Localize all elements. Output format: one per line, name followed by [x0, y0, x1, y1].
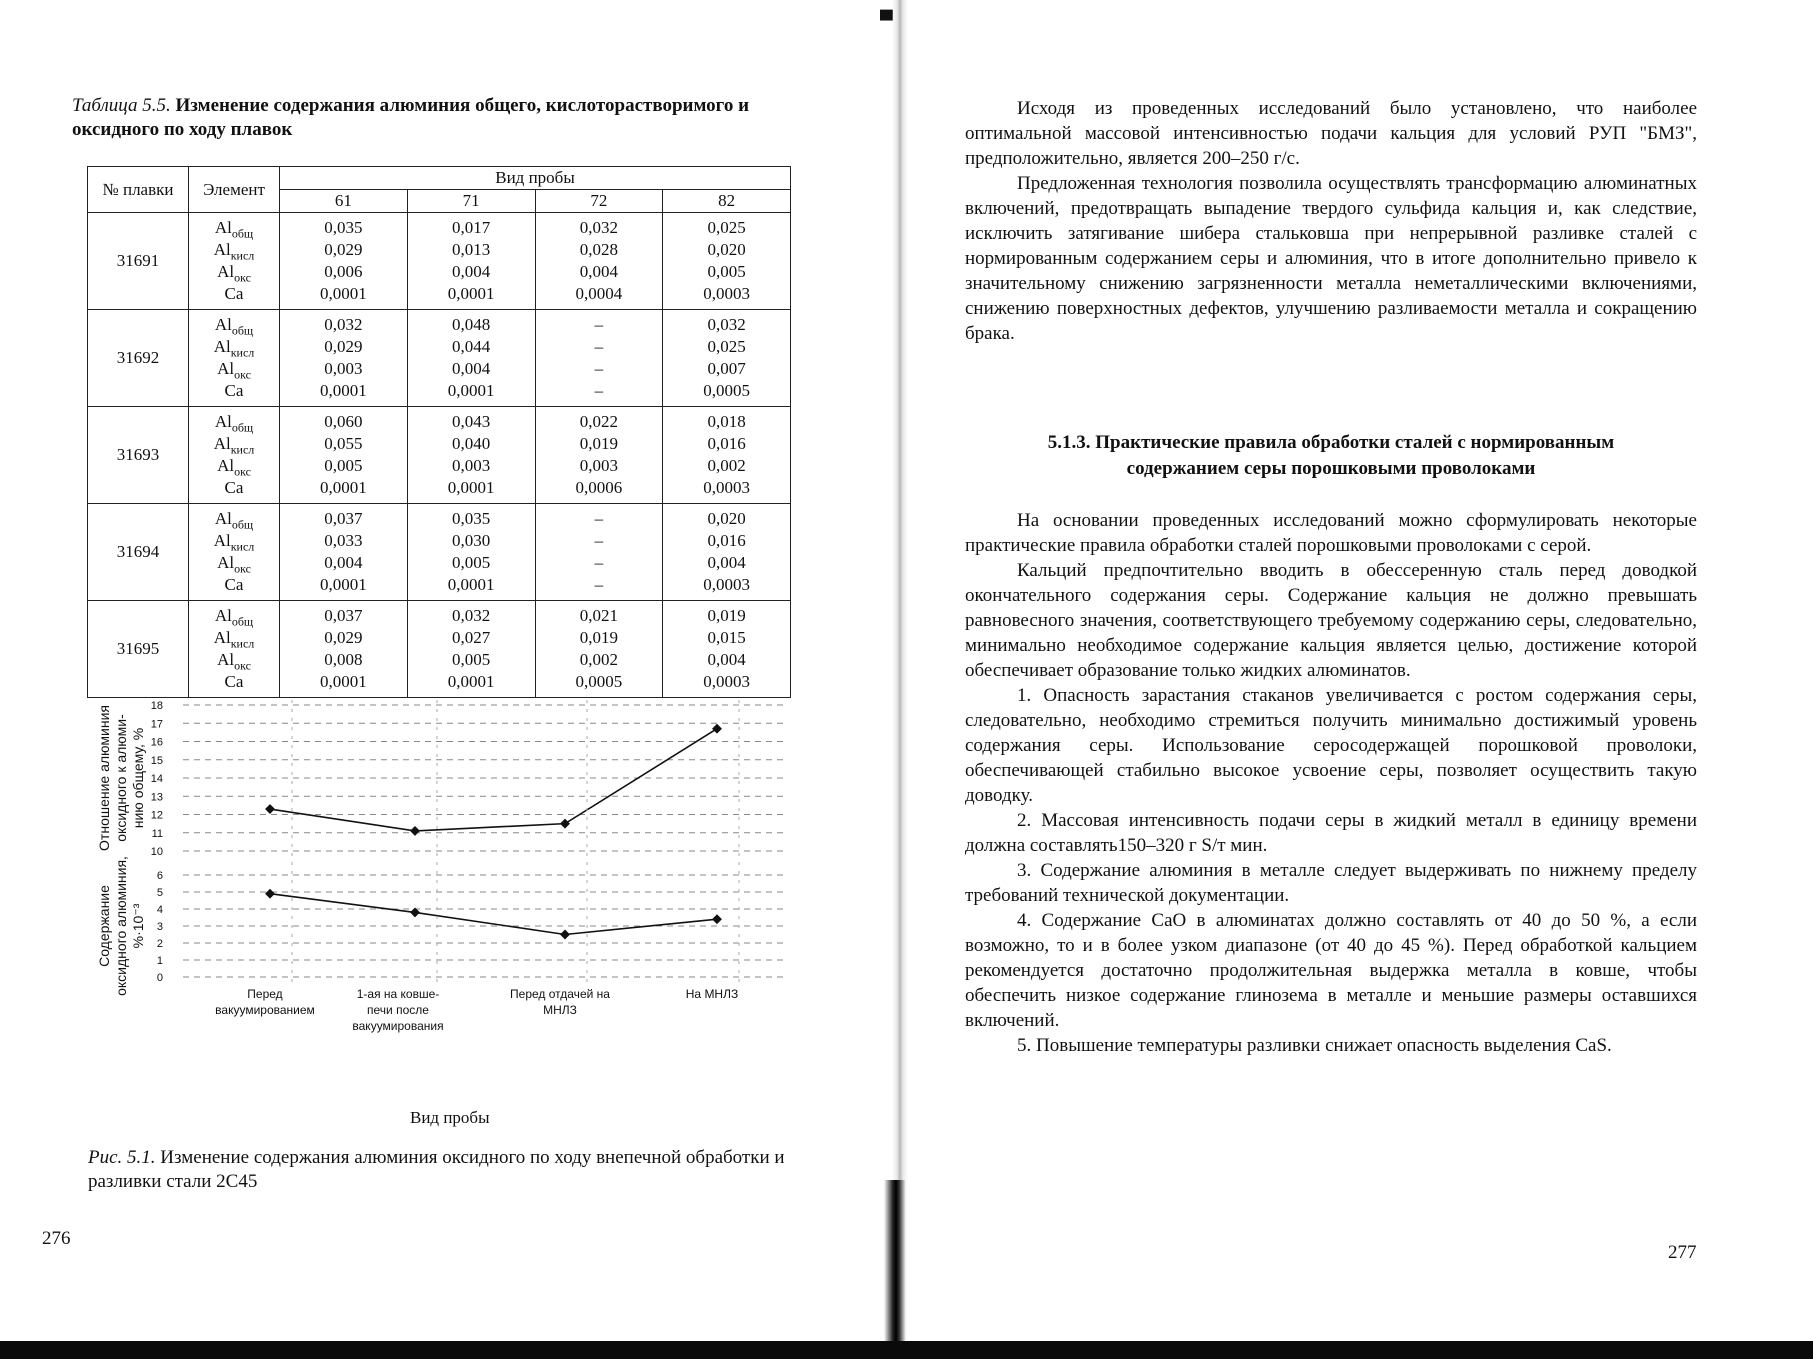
data-point [560, 930, 570, 940]
x-tick-label: вакуумированием [215, 1003, 315, 1017]
element-name: $Al_{окс}$ [217, 650, 251, 673]
paragraph: Предложенная технология позволила осуществлять трансформацию алюминатных включений, предотвращать выпадение твердого сульфида кальция и, как следствие, исключить затягивание шибера стальковша при непрерывной разливке сталей с нормированным содержанием серы и алюминия, что в итоге дополнительно привело к значительному снижению загрязненности металла неметаллическими включениями, снижению поверхностных дефектов, улучшению разливаемости металла и сокращению брака. [965, 173, 1697, 344]
y-axis-title-line: Отношение алюминия [96, 705, 112, 851]
col-sample-group-header: Вид пробы [280, 167, 791, 190]
page-number-right: 277 [1668, 1242, 1697, 1263]
element-name: Ca [224, 575, 244, 594]
value: – [594, 359, 604, 378]
rule-item: 4. Содержание СаО в алюминатах должно составлять от 40 до 50 %, а если возможно, то и в более узком диапазоне (от 40 до 45 %). Перед обработкой кальцием рекомендуется достаточно продолжительная выдержка металла в ковше, чтобы обеспечить низкое содержание глинозема в металле и меньшие размеры оставшихся включений. [965, 910, 1697, 1031]
sample-header: 82 [663, 190, 791, 213]
rule-item: 1. Опасность зарастания стаканов увеличивается с ростом содержания серы, следовательно, необходимо стремиться получить минимально достижимый уровень содержания серы. Использование серосодержащей порошковой проволоки, обеспечивающей стабильно высокое усвоение серы, позволяет осуществить такую доводку. [965, 685, 1697, 806]
value: 0,025 [707, 218, 746, 237]
value: 0,020 [707, 509, 746, 528]
y-tick-label: 3 [156, 921, 163, 933]
y-tick-label: 10 [150, 846, 163, 858]
value: 0,0003 [703, 478, 750, 497]
sample-header: 61 [280, 190, 408, 213]
element-name: $Al_{кисл}$ [213, 628, 255, 651]
series-line [270, 729, 717, 831]
value: 0,004 [324, 553, 363, 572]
value: 0,043 [452, 412, 491, 431]
data-point [560, 819, 570, 829]
value-cell [407, 310, 535, 407]
y-tick-label: 11 [151, 827, 163, 840]
rule-item: 2. Массовая интенсивность подачи серы в жидкий металл в единицу времени должна составлять150–320 г S/т мин. [965, 810, 1697, 856]
value: 0,019 [579, 434, 618, 453]
x-tick-label: МНЛЗ [543, 1003, 577, 1017]
value: 0,055 [324, 434, 363, 453]
value: 0,028 [579, 240, 618, 259]
value: 0,0001 [320, 575, 367, 594]
value: 0,0001 [447, 478, 495, 497]
value: 0,004 [707, 650, 746, 669]
value: 0,029 [324, 337, 363, 356]
rule-item: 5. Повышение температуры разливки снижает опасность выделения CaS. [1017, 1035, 1612, 1056]
value-cell [407, 213, 535, 310]
value: 0,032 [579, 218, 618, 237]
scan-mark: ▀ [880, 10, 893, 30]
y-axis-title-line: %·10⁻³ [130, 903, 146, 949]
x-tick-label: печи после [367, 1003, 429, 1017]
paragraph: На основании проведенных исследований можно сформулировать некоторые практические правила обработки сталей порошковыми проволоками с серой. [965, 510, 1697, 556]
left-page [0, 0, 900, 1359]
value: 0,0005 [575, 672, 623, 691]
melt-number: 31692 [88, 310, 189, 407]
value: 0,004 [452, 262, 491, 281]
value: 0,020 [707, 240, 746, 259]
element-name: $Al_{общ}$ [214, 218, 254, 241]
y-tick-label: 15 [150, 754, 163, 767]
value: 0,019 [707, 606, 746, 625]
value-cell [280, 213, 408, 310]
x-tick-label: 1-ая на ковше- [356, 987, 440, 1001]
table-caption [72, 94, 792, 142]
right-intro-text [965, 96, 1697, 346]
melt-number: 31693 [88, 407, 189, 504]
chart-x-title: Вид пробы [410, 1108, 490, 1127]
data-point [410, 826, 420, 836]
value-cell [535, 407, 663, 504]
aluminium-table [87, 166, 791, 698]
element-name: Ca [224, 672, 244, 691]
y-tick-label: 16 [150, 736, 163, 749]
value: 0,016 [707, 434, 746, 453]
value-cell [407, 504, 535, 601]
figure-caption-text: Изменение содержания алюминия оксидного по ходу внепечной обработки и разливки стали 2С45 [88, 1147, 785, 1192]
table-caption-label: Таблица 5.5. [72, 95, 171, 116]
y-tick-label: 13 [150, 791, 163, 804]
element-cell [189, 601, 280, 698]
element-name: $Al_{общ}$ [214, 412, 254, 435]
y-tick-label: 14 [150, 773, 163, 785]
y-tick-label: 5 [156, 887, 163, 899]
value: 0,0001 [320, 478, 367, 497]
value: 0,032 [707, 315, 746, 334]
data-point [712, 724, 722, 734]
value: 0,0003 [703, 284, 750, 303]
value: 0,0005 [703, 381, 750, 400]
value-cell [663, 504, 791, 601]
y-tick-label: 4 [156, 904, 163, 916]
element-name: $Al_{окс}$ [217, 262, 251, 285]
value: 0,029 [324, 628, 363, 647]
value-cell [535, 213, 663, 310]
x-tick-label: На МНЛЗ [685, 987, 739, 1001]
value: 0,005 [324, 456, 363, 475]
value: 0,003 [579, 456, 618, 475]
value: 0,005 [452, 553, 491, 572]
value: 0,032 [324, 315, 363, 334]
value-cell [663, 601, 791, 698]
sample-header: 71 [407, 190, 535, 213]
value: 0,008 [324, 650, 363, 669]
x-tick-label: Перед [247, 987, 283, 1001]
value: 0,029 [324, 240, 363, 259]
value: – [594, 575, 604, 594]
value-cell [280, 504, 408, 601]
value: 0,015 [707, 628, 746, 647]
value: 0,016 [707, 531, 746, 550]
value: 0,004 [707, 553, 746, 572]
value: 0,005 [452, 650, 491, 669]
y-axis-title-line: Содержание [96, 885, 112, 967]
value: 0,0001 [320, 672, 367, 691]
table-body [88, 213, 791, 698]
value: 0,030 [452, 531, 491, 550]
melt-number: 31695 [88, 601, 189, 698]
value: 0,0001 [320, 381, 367, 400]
section-heading [965, 430, 1697, 482]
value: 0,0001 [447, 575, 495, 594]
element-cell [189, 213, 280, 310]
value-cell [663, 407, 791, 504]
section-heading-line: содержанием серы порошковыми проволоками [1126, 458, 1536, 479]
value: 0,003 [324, 359, 363, 378]
value: 0,0001 [447, 284, 495, 303]
y-tick-label: 0 [156, 972, 163, 984]
value: 0,035 [452, 509, 491, 528]
table-caption-title: Изменение содержания алюминия общего, кислоторастворимого и оксидного по ходу плавок [72, 95, 750, 140]
figure-caption-label: Рис. 5.1. [88, 1147, 156, 1168]
value: 0,004 [579, 262, 618, 281]
element-name: $Al_{кисл}$ [213, 240, 255, 263]
value-cell [407, 407, 535, 504]
value: – [594, 381, 604, 400]
value: 0,002 [707, 456, 746, 475]
table-row [88, 213, 791, 310]
value: – [594, 553, 604, 572]
element-name: $Al_{кисл}$ [213, 434, 255, 457]
table-row [88, 407, 791, 504]
value: 0,033 [324, 531, 363, 550]
value: 0,0003 [703, 672, 750, 691]
section-heading-line: 5.1.3. Практические правила обработки сталей с нормированным [1047, 432, 1615, 453]
value: 0,025 [707, 337, 746, 356]
element-name: $Al_{окс}$ [217, 553, 251, 576]
element-name: $Al_{окс}$ [217, 359, 251, 382]
y-axis-title-line: оксидного алюминия, [113, 856, 129, 996]
element-cell [189, 310, 280, 407]
paragraph: Кальций предпочтительно вводить в обессеренную сталь перед доводкой окончательного содержания серы. Содержание кальция не должно превышать равновесного значения, соответствующего требуемому содержанию серы, следовательно, минимально необходимое содержание кальция является целью, достижение которой обеспечивает образование только жидких алюминатов. [965, 560, 1697, 681]
value: 0,044 [452, 337, 491, 356]
value: 0,018 [707, 412, 746, 431]
page-number-left: 276 [42, 1228, 71, 1249]
value: 0,019 [579, 628, 618, 647]
element-name: $Al_{кисл}$ [213, 337, 255, 360]
data-point [265, 889, 275, 899]
value: 0,060 [324, 412, 363, 431]
value: 0,027 [452, 628, 491, 647]
element-name: $Al_{общ}$ [214, 606, 254, 629]
value: 0,037 [324, 509, 363, 528]
melt-number: 31691 [88, 213, 189, 310]
data-point [265, 804, 275, 814]
value: 0,003 [452, 456, 491, 475]
element-name: $Al_{общ}$ [214, 509, 254, 532]
series-line [270, 894, 717, 935]
value-cell [535, 310, 663, 407]
value: 0,013 [452, 240, 491, 259]
paragraph: Исходя из проведенных исследований было установлено, что наиболее оптимальной массовой интенсивностью подачи кальция для условий РУП "БМЗ", предположительно, является 200–250 г/с. [965, 98, 1697, 169]
element-name: $Al_{общ}$ [214, 315, 254, 338]
element-name: $Al_{окс}$ [217, 456, 251, 479]
x-tick-label: Перед отдачей на [510, 987, 610, 1001]
x-tick-label: вакуумирования [352, 1019, 444, 1033]
element-cell [189, 504, 280, 601]
value-cell [663, 213, 791, 310]
col-melt-header: № плавки [88, 167, 189, 213]
value-cell [535, 601, 663, 698]
value: 0,0001 [320, 284, 367, 303]
value: – [594, 315, 604, 334]
right-rules-text [965, 508, 1697, 1058]
table-row [88, 310, 791, 407]
value: 0,0006 [575, 478, 623, 497]
figure-caption [88, 1146, 788, 1194]
table-row [88, 504, 791, 601]
value: 0,021 [579, 606, 618, 625]
value: 0,005 [707, 262, 746, 281]
value-cell [407, 601, 535, 698]
table-row [88, 601, 791, 698]
value: 0,017 [452, 218, 491, 237]
value: 0,0004 [575, 284, 623, 303]
value: 0,0001 [447, 381, 495, 400]
y-tick-label: 17 [150, 718, 163, 731]
value-cell [280, 601, 408, 698]
element-name: Ca [224, 284, 244, 303]
y-tick-label: 12 [150, 809, 163, 822]
data-point [712, 914, 722, 924]
value: – [594, 337, 604, 356]
value: 0,040 [452, 434, 491, 453]
value: 0,0001 [447, 672, 495, 691]
value: 0,002 [579, 650, 618, 669]
value: 0,007 [707, 359, 746, 378]
element-name: Ca [224, 478, 244, 497]
value: 0,022 [579, 412, 618, 431]
value-cell [280, 407, 408, 504]
value: – [594, 509, 604, 528]
rule-item: 3. Содержание алюминия в металле следует выдерживать по нижнему пределу требований технической документации. [965, 860, 1697, 906]
value: 0,006 [324, 262, 363, 281]
col-element-header: Элемент [189, 167, 280, 213]
value: 0,032 [452, 606, 491, 625]
element-cell [189, 407, 280, 504]
y-axis-title-line: нию общему, % [130, 727, 146, 829]
value: 0,004 [452, 359, 491, 378]
figure-5-1-chart [95, 690, 795, 1100]
y-tick-label: 2 [156, 938, 163, 950]
element-name: Ca [224, 381, 244, 400]
value-cell [535, 504, 663, 601]
value: – [594, 531, 604, 550]
y-tick-label: 1 [156, 955, 163, 967]
value-cell [280, 310, 408, 407]
line-chart [95, 690, 795, 1095]
value: 0,035 [324, 218, 363, 237]
value-cell [663, 310, 791, 407]
melt-number: 31694 [88, 504, 189, 601]
value: 0,037 [324, 606, 363, 625]
y-axis-title-line: оксидного к алюми- [113, 714, 129, 842]
sample-header: 72 [535, 190, 663, 213]
y-tick-label: 18 [150, 700, 163, 712]
value: 0,048 [452, 315, 491, 334]
value: 0,0003 [703, 575, 750, 594]
y-tick-label: 6 [156, 870, 163, 882]
element-name: $Al_{кисл}$ [213, 531, 255, 554]
